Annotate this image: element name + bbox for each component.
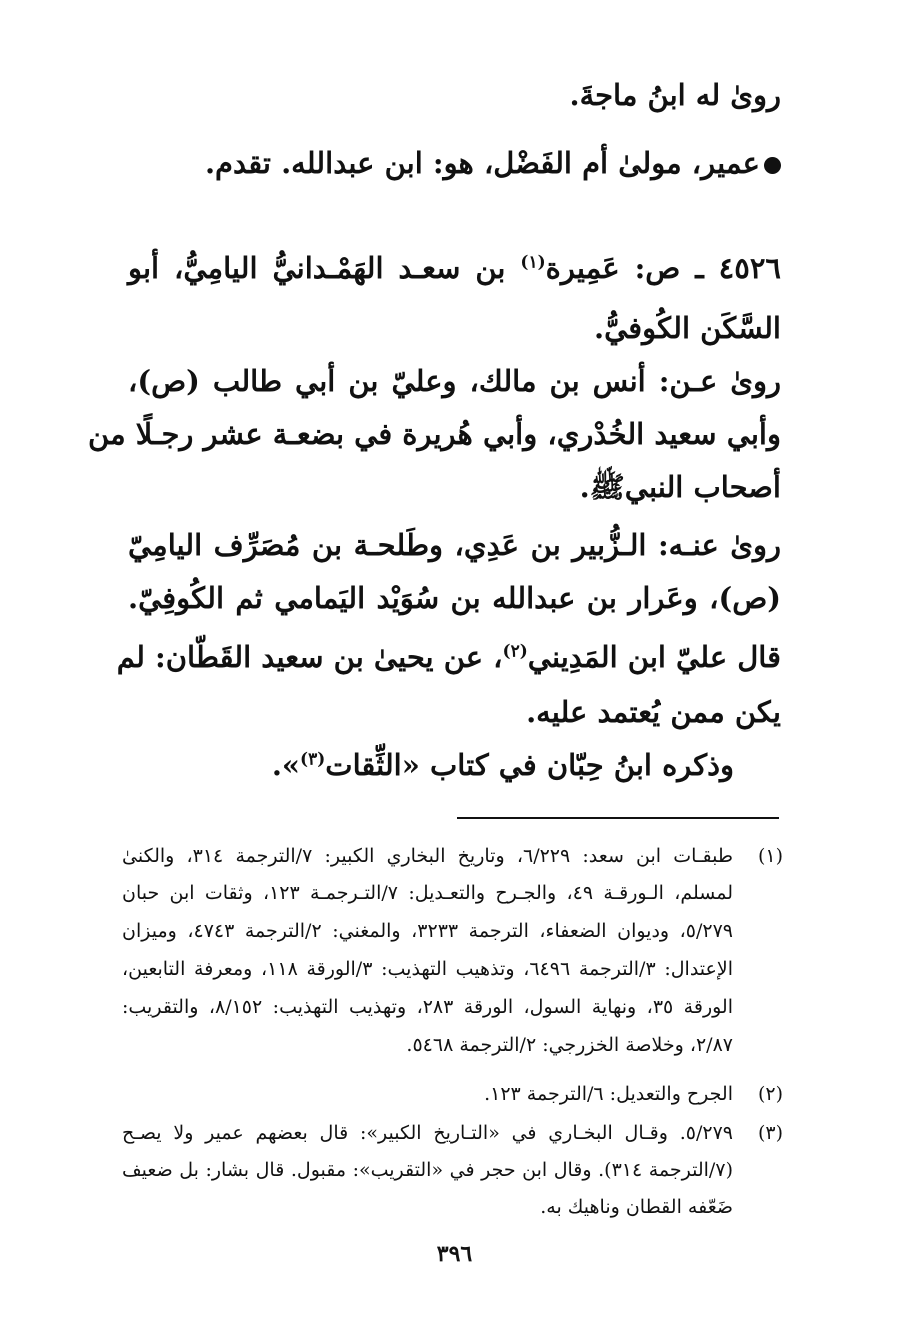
footnote-line: ٢/٨٧، وخلاصة الخزرجي: ٢/الترجمة ٥٤٦٨.	[406, 1034, 733, 1056]
footnote-line: ٥/٢٧٩، وديوان الضعفاء، الترجمة ٣٢٣٣، والمغني: ٢/الترجمة ٤٧٤٣، وميزان	[122, 920, 733, 942]
footnote-line: طبقـات ابن سعد: ٦/٢٢٩، وتاريخ البخاري الكبير: ٧/الترجمة ٣١٤، والكنىٰ	[122, 845, 733, 867]
footnote-ref: (١)	[520, 252, 546, 273]
main-text-line: وذكره ابنُ حِبّان في كتاب «الثِّقات$^{(٣)}$».	[271, 748, 734, 782]
footnote-3	[122, 1122, 781, 1232]
bullet-icon	[764, 157, 781, 174]
main-text-line: السَّكَن الكُوفيُّ.	[594, 311, 781, 345]
footnote-line: لمسلم، الـورقـة ٤٩، والجـرح والتعـديل: ٧/التـرجمـة ١٢٣، وثقات ابن حبان	[122, 882, 733, 904]
main-text-line: روىٰ له ابنُ ماجةَ.	[569, 78, 781, 112]
footnote-line: (٧/الترجمة ٣١٤). وقال ابن حجر في «التقريب»: مقبول. قال بشار: بل ضعيف	[122, 1159, 733, 1181]
footnote-line: الورقة ٣٥، ونهاية السول، الورقة ٢٨٣، وتهذيب التهذيب: ٨/١٥٢، والتقريب:	[122, 996, 734, 1018]
main-text-line: روىٰ عـن: أنس بن مالك، وعليّ بن أبي طالب (ص)،	[128, 364, 781, 398]
page-number: ٣٩٦	[436, 1241, 473, 1267]
footnote-2	[122, 1083, 781, 1115]
footnote-separator	[457, 817, 779, 819]
main-text-line: يكن ممن يُعتمد عليه.	[526, 695, 781, 729]
entry-heading	[128, 251, 781, 286]
footnote-1	[122, 845, 781, 1085]
footnote-line: ضَعّفه القطان وناهيك به.	[540, 1196, 733, 1218]
footnote-number: (١)	[757, 845, 783, 867]
footnote-number: (٢)	[757, 1083, 783, 1105]
footnote-line: ٥/٢٧٩. وقـال البخـاري في «التـاريخ الكبير»: قال بعضهم عمير ولا يصـح	[122, 1122, 733, 1144]
main-text-line: قال عليّ ابن المَدِيني$^{(٢)}$، عن يحيىٰ بن سعيد القَطّان: لم	[116, 640, 781, 674]
footnote-number: (٣)	[757, 1122, 783, 1144]
main-text-line: وأبي سعيد الخُدْري، وأبي هُريرة في بضعـة عشر رجـلًا من	[88, 417, 781, 451]
footnote-ref: (٣)	[300, 749, 326, 770]
main-text-line: روىٰ عنـه: الـزُّبير بن عَدِي، وطَلحـة بن مُصَرِّف اليامِيّ	[128, 528, 781, 562]
footnote-line: الإعتدال: ٣/الترجمة ٦٤٩٦، وتذهيب التهذيب: ٣/الورقة ١١٨، ومعرفة التابعين،	[122, 958, 733, 980]
entry-name-continued: بن سعـد الهَمْـدانيُّ اليامِيُّ، أبو	[128, 251, 521, 285]
main-text-line: أصحاب النبيﷺ.	[579, 470, 781, 504]
main-text-line: (ص)، وعَرار بن عبدالله بن سُوَيْد اليَمامي ثم الكُوفِيّ.	[128, 581, 781, 615]
main-text-line	[128, 146, 781, 181]
cross-reference-text: عمير، مولىٰ أم الفَضْل، هو: ابن عبدالله. تقدم.	[204, 146, 760, 180]
footnote-line: الجرح والتعديل: ٦/الترجمة ١٢٣.	[484, 1083, 733, 1105]
footnote-ref: (٢)	[502, 641, 528, 662]
entry-number-name: ٤٥٢٦ ـ ص: عَمِيرة	[545, 251, 781, 285]
